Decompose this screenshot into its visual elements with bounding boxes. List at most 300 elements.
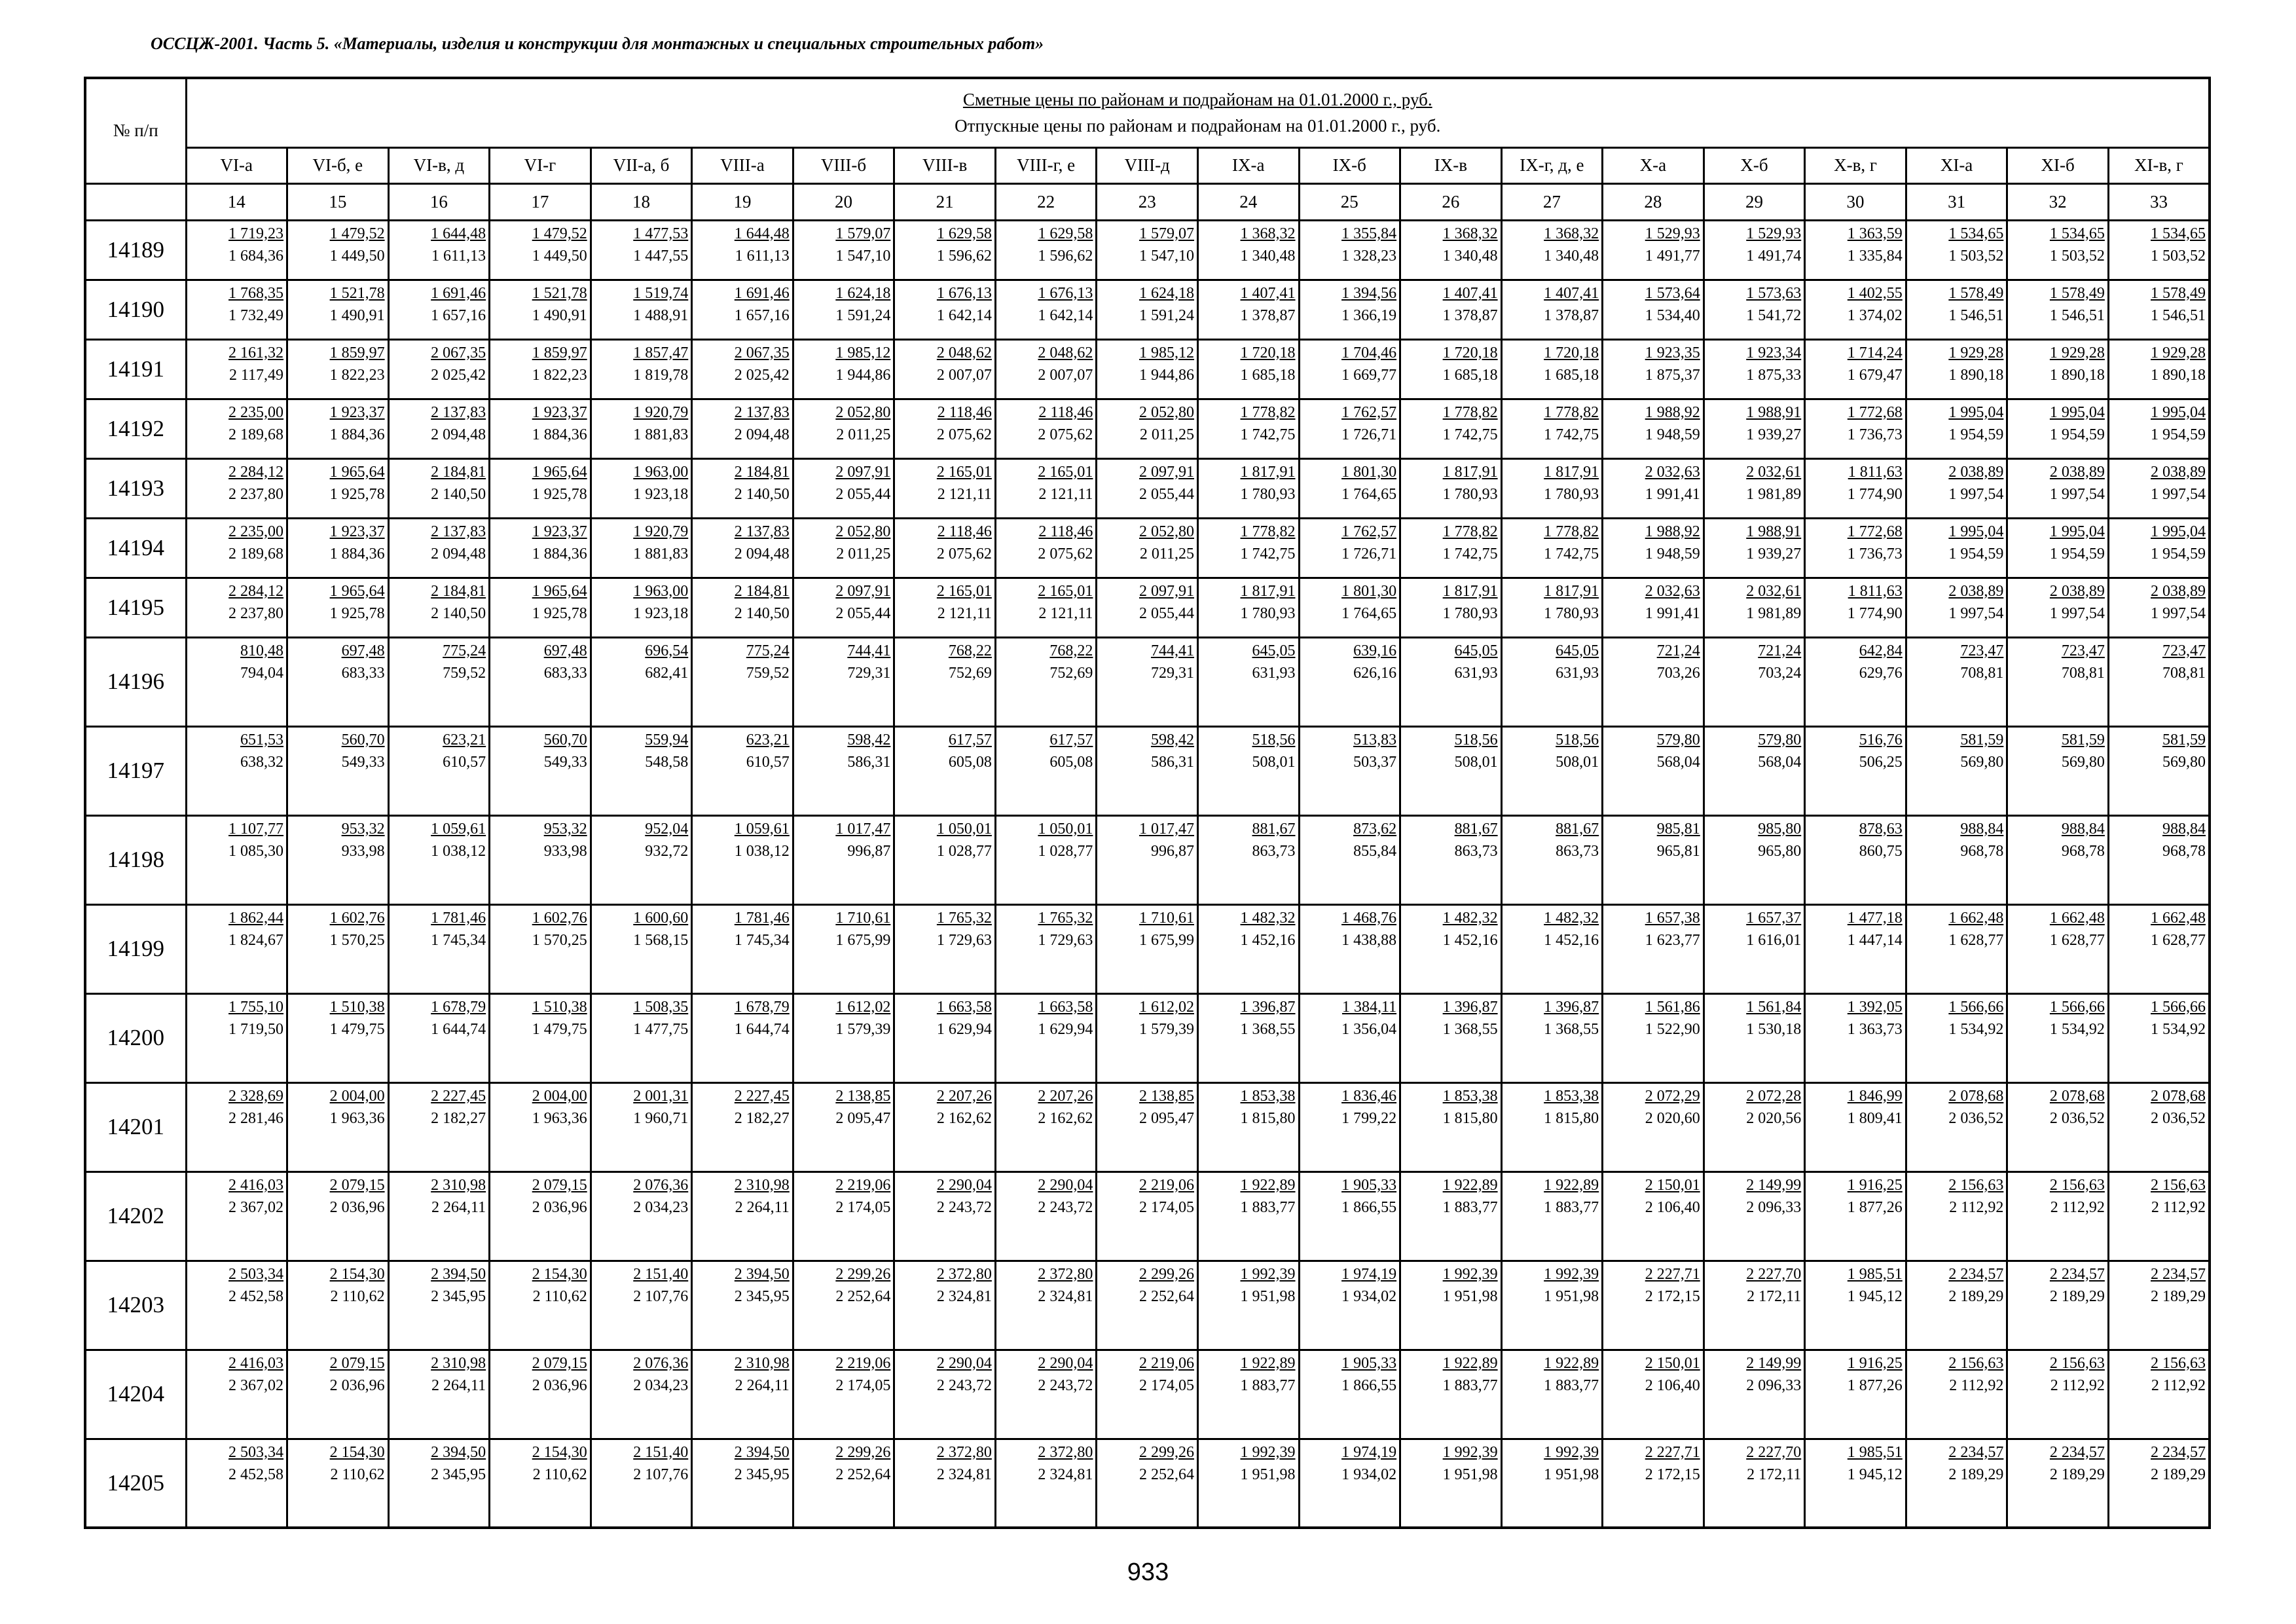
- price-cell: [894, 815, 996, 904]
- price-cell: [490, 458, 591, 518]
- estimate-price: 1 995,04: [2049, 403, 2105, 421]
- estimate-price: 2 310,98: [734, 1176, 790, 1194]
- price-cell: [1501, 1082, 1603, 1172]
- price-cell: [692, 1350, 793, 1439]
- release-price: 1 491,74: [1746, 247, 1802, 265]
- release-price: 1 981,89: [1746, 604, 1802, 622]
- release-price: 2 121,11: [937, 485, 992, 503]
- release-price: 1 449,50: [532, 247, 587, 265]
- price-cell: [1197, 1350, 1299, 1439]
- release-price: 2 237,80: [228, 604, 284, 622]
- release-price: 1 866,55: [1341, 1198, 1397, 1216]
- release-price: 1 884,36: [532, 545, 587, 563]
- estimate-price: 2 372,80: [936, 1443, 992, 1461]
- price-cell: [692, 399, 793, 458]
- release-price: 2 075,62: [1038, 426, 1093, 443]
- estimate-price: 881,67: [1252, 820, 1296, 838]
- price-cell: [894, 993, 996, 1082]
- release-price: 549,33: [341, 753, 385, 771]
- release-price: 729,31: [1150, 664, 1194, 682]
- release-price: 1 822,23: [329, 366, 385, 384]
- estimate-price: 1 995,04: [2151, 523, 2206, 540]
- release-price: 2 034,23: [633, 1376, 689, 1394]
- estimate-price: 1 923,37: [329, 523, 385, 540]
- release-price: 1 732,49: [228, 306, 284, 324]
- release-price: 1 477,75: [633, 1020, 689, 1038]
- estimate-price: 1 765,32: [1038, 909, 1093, 927]
- release-price: 1 644,74: [734, 1020, 790, 1038]
- price-cell: [1805, 518, 1906, 578]
- estimate-price: 1 781,46: [431, 909, 486, 927]
- estimate-price: 645,05: [1252, 642, 1296, 659]
- price-cell: [1097, 904, 1198, 993]
- estimate-price: 2 156,63: [2049, 1176, 2105, 1194]
- release-price: 1 038,12: [734, 842, 790, 860]
- estimate-price: 1 657,37: [1746, 909, 1802, 927]
- region-header-row: [85, 147, 2210, 183]
- price-cell: [995, 993, 1097, 1082]
- estimate-price: 560,70: [341, 731, 385, 748]
- estimate-price: 1 985,51: [1847, 1443, 1903, 1461]
- price-cell: [894, 578, 996, 637]
- release-price: 1 925,78: [329, 485, 385, 503]
- release-price: 1 449,50: [329, 247, 385, 265]
- price-cell: [2007, 578, 2109, 637]
- price-cell: [287, 339, 389, 399]
- row-number: 14192: [85, 399, 186, 458]
- estimate-price: 2 038,89: [1948, 582, 2004, 600]
- estimate-price: 1 017,47: [1139, 820, 1194, 838]
- estimate-price: 2 234,57: [2049, 1443, 2105, 1461]
- price-cell: [186, 815, 287, 904]
- release-price: 1 669,77: [1341, 366, 1397, 384]
- release-price: 1 591,24: [1139, 306, 1194, 324]
- price-cell: [186, 458, 287, 518]
- estimate-price: 1 922,89: [1240, 1176, 1296, 1194]
- price-cell: [1603, 726, 1704, 815]
- price-cell: [490, 815, 591, 904]
- release-price: 682,41: [645, 664, 689, 682]
- estimate-price: 744,41: [1150, 642, 1194, 659]
- release-price: 1 815,80: [1544, 1109, 1599, 1127]
- estimate-price: 2 079,15: [329, 1354, 385, 1372]
- price-cell: [2108, 1261, 2210, 1350]
- release-price: 2 264,11: [735, 1198, 790, 1216]
- estimate-price: 1 992,39: [1544, 1265, 1599, 1283]
- price-cell: [2007, 637, 2109, 726]
- release-price: 1 780,93: [1442, 485, 1498, 503]
- estimate-price: 697,48: [341, 642, 385, 659]
- release-price: 1 363,73: [1847, 1020, 1903, 1038]
- release-price: 1 883,77: [1544, 1198, 1599, 1216]
- estimate-price: 518,56: [1454, 731, 1498, 748]
- estimate-price: 1 579,07: [1139, 225, 1194, 242]
- estimate-price: 623,21: [746, 731, 790, 748]
- estimate-price: 1 600,60: [633, 909, 689, 927]
- price-cell: [1501, 993, 1603, 1082]
- estimate-price: 1 719,23: [228, 225, 284, 242]
- estimate-price: 1 107,77: [228, 820, 284, 838]
- price-cell: [388, 339, 490, 399]
- region-header: VI-г: [490, 147, 591, 183]
- estimate-price: 1 578,49: [2049, 284, 2105, 302]
- price-cell: [1299, 637, 1400, 726]
- price-cell: [2007, 339, 2109, 399]
- estimate-price: 873,62: [1353, 820, 1397, 838]
- release-price: 1 374,02: [1847, 306, 1903, 324]
- estimate-price: 2 038,89: [2049, 463, 2105, 481]
- estimate-price: 1 407,41: [1442, 284, 1498, 302]
- release-price: 2 121,11: [937, 604, 992, 622]
- price-cell: [1704, 1261, 1805, 1350]
- price-cell: [1400, 458, 1502, 518]
- release-price: 2 075,62: [936, 426, 992, 443]
- estimate-price: 2 150,01: [1645, 1176, 1700, 1194]
- price-cell: [186, 518, 287, 578]
- estimate-price: 1 407,41: [1240, 284, 1296, 302]
- release-price: 1 438,88: [1341, 931, 1397, 949]
- release-price: 2 243,72: [936, 1376, 992, 1394]
- price-cell: [388, 458, 490, 518]
- price-cell: [1197, 1261, 1299, 1350]
- estimate-price: 1 916,25: [1847, 1354, 1903, 1372]
- release-price: 2 011,25: [836, 426, 891, 443]
- price-cell: [591, 637, 692, 726]
- price-cell: [1501, 1439, 1603, 1528]
- price-cell: [1704, 726, 1805, 815]
- release-price: 2 110,62: [532, 1287, 587, 1305]
- release-price: 1 809,41: [1847, 1109, 1903, 1127]
- release-price: 1 742,75: [1240, 426, 1296, 443]
- price-cell: [793, 1350, 894, 1439]
- price-cell: [1906, 815, 2007, 904]
- price-cell: [591, 1439, 692, 1528]
- estimate-price: 2 032,61: [1746, 463, 1802, 481]
- estimate-price: 1 920,79: [633, 403, 689, 421]
- release-price: 1 883,77: [1240, 1376, 1296, 1394]
- price-cell: [186, 1439, 287, 1528]
- release-price: 1 644,74: [431, 1020, 486, 1038]
- estimate-price: 518,56: [1556, 731, 1599, 748]
- release-price: 1 923,18: [633, 604, 689, 622]
- price-cell: [1603, 993, 1704, 1082]
- release-price: 2 140,50: [734, 604, 790, 622]
- column-number: 17: [490, 183, 591, 220]
- release-price: 1 945,12: [1847, 1287, 1903, 1305]
- release-price: 2 182,27: [431, 1109, 486, 1127]
- release-price: 1 948,59: [1645, 426, 1700, 443]
- price-cell: [1197, 726, 1299, 815]
- price-cell: [1400, 220, 1502, 280]
- release-price: 1 997,54: [2151, 485, 2206, 503]
- table-row: [85, 339, 2210, 399]
- estimate-price: 1 578,49: [1948, 284, 2004, 302]
- release-price: 1 925,78: [532, 604, 587, 622]
- estimate-price: 2 032,63: [1645, 463, 1700, 481]
- release-price: 1 944,86: [1139, 366, 1194, 384]
- release-price: 1 534,40: [1645, 306, 1700, 324]
- release-price: 1 685,18: [1544, 366, 1599, 384]
- estimate-price: 1 857,47: [633, 344, 689, 361]
- release-price: 1 780,93: [1544, 604, 1599, 622]
- estimate-price: 1 985,12: [835, 344, 891, 361]
- estimate-price: 1 573,63: [1746, 284, 1802, 302]
- estimate-price: 1 846,99: [1847, 1087, 1903, 1105]
- release-price: 568,04: [1758, 753, 1802, 771]
- estimate-price: 2 149,99: [1746, 1354, 1802, 1372]
- price-cell: [490, 1082, 591, 1172]
- estimate-title: Сметные цены по районам и подрайонам на 01.01.2000 г., руб.: [962, 90, 1432, 110]
- region-header: IX-а: [1197, 147, 1299, 183]
- release-price: 1 616,01: [1746, 931, 1802, 949]
- estimate-price: 1 755,10: [228, 998, 284, 1016]
- release-price: 1 981,89: [1746, 485, 1802, 503]
- price-cell: [591, 578, 692, 637]
- release-price: 1 534,92: [1948, 1020, 2004, 1038]
- release-price: 2 367,02: [228, 1376, 284, 1394]
- estimate-price: 2 227,71: [1645, 1265, 1700, 1283]
- price-cell: [2108, 1350, 2210, 1439]
- price-cell: [388, 578, 490, 637]
- price-cell: [2108, 399, 2210, 458]
- release-price: 1 960,71: [633, 1109, 689, 1127]
- price-cell: [1501, 904, 1603, 993]
- price-cell: [692, 220, 793, 280]
- price-cell: [2007, 220, 2109, 280]
- price-cell: [287, 280, 389, 339]
- price-cell: [692, 993, 793, 1082]
- price-cell: [2108, 815, 2210, 904]
- release-price: 1 368,55: [1544, 1020, 1599, 1038]
- price-cell: [1805, 637, 1906, 726]
- estimate-price: 2 078,68: [1948, 1087, 2004, 1105]
- release-price: 1 679,47: [1847, 366, 1903, 384]
- release-price: 2 189,68: [228, 545, 284, 563]
- price-cell: [692, 815, 793, 904]
- estimate-price: 1 817,91: [1240, 582, 1296, 600]
- estimate-price: 1 662,48: [1948, 909, 2004, 927]
- estimate-price: 1 561,86: [1645, 998, 1700, 1016]
- price-cell: [2108, 726, 2210, 815]
- price-cell: [1197, 1439, 1299, 1528]
- estimate-price: 1 050,01: [1038, 820, 1093, 838]
- price-cell: [1299, 458, 1400, 518]
- estimate-price: 2 299,26: [1139, 1265, 1194, 1283]
- release-price: 1 038,12: [431, 842, 486, 860]
- estimate-price: 1 691,46: [734, 284, 790, 302]
- release-price: 968,78: [1960, 842, 2004, 860]
- column-number: 27: [1501, 183, 1603, 220]
- release-price: 1 742,75: [1442, 426, 1498, 443]
- estimate-price: 2 048,62: [1038, 344, 1093, 361]
- estimate-price: 2 227,70: [1746, 1443, 1802, 1461]
- estimate-price: 952,04: [645, 820, 689, 838]
- estimate-price: 2 072,29: [1645, 1087, 1700, 1105]
- release-price: 2 055,44: [835, 604, 891, 622]
- release-price: 2 112,92: [1949, 1198, 2004, 1216]
- table-row: [85, 815, 2210, 904]
- price-cell: [186, 993, 287, 1082]
- estimate-price: 2 165,01: [1038, 463, 1093, 481]
- column-number: 14: [186, 183, 287, 220]
- release-price: 1 611,13: [431, 247, 486, 265]
- price-cell: [692, 904, 793, 993]
- release-price: 1 997,54: [2049, 485, 2105, 503]
- row-number: 14205: [85, 1439, 186, 1528]
- row-number: 14198: [85, 815, 186, 904]
- estimate-price: 1 355,84: [1341, 225, 1397, 242]
- price-cell: [1704, 1350, 1805, 1439]
- column-number: 24: [1197, 183, 1299, 220]
- estimate-price: 1 778,82: [1442, 403, 1498, 421]
- release-price: 863,73: [1252, 842, 1296, 860]
- price-cell: [995, 578, 1097, 637]
- release-price: 2 174,05: [835, 1198, 891, 1216]
- price-cell: [186, 339, 287, 399]
- estimate-price: 1 988,91: [1746, 523, 1802, 540]
- release-price: 2 094,48: [734, 426, 790, 443]
- price-cell: [1197, 904, 1299, 993]
- estimate-price: 723,47: [1960, 642, 2004, 659]
- price-cell: [388, 815, 490, 904]
- column-number: 15: [287, 183, 389, 220]
- estimate-price: 744,41: [847, 642, 891, 659]
- estimate-price: 1 801,30: [1341, 582, 1397, 600]
- release-price: 2 252,64: [1139, 1287, 1194, 1305]
- price-cell: [1603, 220, 1704, 280]
- release-price: 683,33: [543, 664, 587, 682]
- estimate-price: 1 477,18: [1847, 909, 1903, 927]
- price-cell: [1400, 399, 1502, 458]
- estimate-price: 1 963,00: [633, 463, 689, 481]
- release-price: 2 172,11: [1747, 1287, 1802, 1305]
- estimate-price: 2 079,15: [329, 1176, 385, 1194]
- release-price: 1 866,55: [1341, 1376, 1397, 1394]
- column-number: 16: [388, 183, 490, 220]
- price-cell: [388, 726, 490, 815]
- release-price: 1 799,22: [1341, 1109, 1397, 1127]
- release-price: 1 629,94: [936, 1020, 992, 1038]
- release-price: 1 824,67: [228, 931, 284, 949]
- release-price: 1 815,80: [1240, 1109, 1296, 1127]
- price-cell: [1805, 339, 1906, 399]
- price-cell: [1400, 1439, 1502, 1528]
- release-price: 1 570,25: [532, 931, 587, 949]
- release-price: 2 036,96: [329, 1376, 385, 1394]
- price-cell: [1097, 339, 1198, 399]
- price-cell: [388, 280, 490, 339]
- estimate-price: 1 992,39: [1442, 1443, 1498, 1461]
- corner-blank: [85, 183, 186, 220]
- price-cell: [894, 339, 996, 399]
- release-price: 1 657,16: [734, 306, 790, 324]
- estimate-price: 2 004,00: [532, 1087, 587, 1105]
- release-price: 2 345,95: [431, 1287, 486, 1305]
- price-cell: [1906, 280, 2007, 339]
- price-cell: [1704, 815, 1805, 904]
- estimate-price: 1 050,01: [936, 820, 992, 838]
- price-cell: [1400, 993, 1502, 1082]
- release-price: 2 095,47: [835, 1109, 891, 1127]
- release-price: 1 356,04: [1341, 1020, 1397, 1038]
- release-price: 605,08: [1049, 753, 1093, 771]
- price-cell: [1097, 458, 1198, 518]
- release-price: 1 963,36: [532, 1109, 587, 1127]
- release-price: 569,80: [2061, 753, 2105, 771]
- estimate-price: 1 836,46: [1341, 1087, 1397, 1105]
- estimate-price: 2 150,01: [1645, 1354, 1700, 1372]
- price-cell: [388, 399, 490, 458]
- estimate-price: 1 663,58: [936, 998, 992, 1016]
- release-price: 1 991,41: [1645, 604, 1700, 622]
- estimate-price: 1 657,38: [1645, 909, 1700, 927]
- price-cell: [1501, 518, 1603, 578]
- estimate-price: 2 048,62: [936, 344, 992, 361]
- estimate-price: 651,53: [240, 731, 284, 748]
- estimate-price: 2 227,45: [734, 1087, 790, 1105]
- estimate-price: 2 151,40: [633, 1443, 689, 1461]
- estimate-price: 2 138,85: [1139, 1087, 1194, 1105]
- price-cell: [995, 518, 1097, 578]
- estimate-price: 2 052,80: [835, 403, 891, 421]
- estimate-price: 2 072,28: [1746, 1087, 1802, 1105]
- release-price: 1 657,16: [431, 306, 486, 324]
- price-cell: [1097, 518, 1198, 578]
- estimate-price: 1 519,74: [633, 284, 689, 302]
- estimate-price: 2 161,32: [228, 344, 284, 361]
- price-cell: [2108, 280, 2210, 339]
- release-price: 965,80: [1758, 842, 1802, 860]
- release-price: 1 934,02: [1341, 1287, 1397, 1305]
- estimate-price: 985,80: [1758, 820, 1802, 838]
- price-cell: [2108, 578, 2210, 637]
- release-price: 1 491,77: [1645, 247, 1700, 265]
- region-header: IX-г, д, е: [1501, 147, 1603, 183]
- price-cell: [1299, 220, 1400, 280]
- estimate-price: 2 394,50: [734, 1443, 790, 1461]
- price-cell: [692, 1082, 793, 1172]
- row-number: 14199: [85, 904, 186, 993]
- estimate-price: 1 923,34: [1746, 344, 1802, 361]
- price-cell: [591, 458, 692, 518]
- price-cell: [186, 1172, 287, 1261]
- estimate-price: 559,94: [645, 731, 689, 748]
- price-cell: [1400, 1082, 1502, 1172]
- price-cell: [2108, 458, 2210, 518]
- release-price: 2 367,02: [228, 1198, 284, 1216]
- release-price: 1 954,59: [1948, 545, 2004, 563]
- price-cell: [1501, 637, 1603, 726]
- table-title: [186, 78, 2210, 147]
- estimate-price: 645,05: [1556, 642, 1599, 659]
- release-price: 2 094,48: [734, 545, 790, 563]
- estimate-price: 1 801,30: [1341, 463, 1397, 481]
- release-price: 2 075,62: [1038, 545, 1093, 563]
- price-cell: [287, 726, 389, 815]
- release-price: 568,04: [1656, 753, 1700, 771]
- estimate-price: 1 392,05: [1847, 998, 1903, 1016]
- estimate-price: 1 579,07: [835, 225, 891, 242]
- estimate-price: 1 662,48: [2049, 909, 2105, 927]
- price-cell: [388, 637, 490, 726]
- price-cell: [287, 458, 389, 518]
- estimate-price: 1 768,35: [228, 284, 284, 302]
- release-price: 1 591,24: [835, 306, 891, 324]
- column-number: 21: [894, 183, 996, 220]
- region-header: VIII-д: [1097, 147, 1198, 183]
- release-price: 2 110,62: [330, 1287, 385, 1305]
- price-cell: [793, 220, 894, 280]
